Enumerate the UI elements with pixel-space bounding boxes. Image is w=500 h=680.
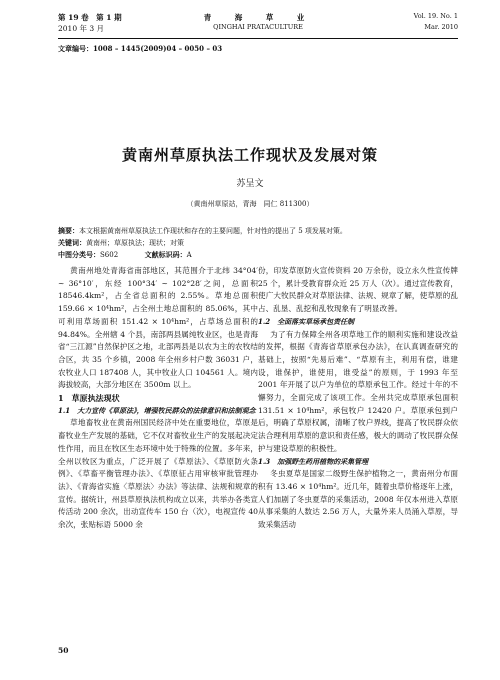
keywords-label: 关键词： — [58, 238, 86, 247]
subsection-heading: 1.1 大力宣传《草原法》，增强牧民群众的法律意识和法制观念 — [58, 405, 256, 415]
paragraph: 冬虫夏草是国家二级野生保护植物之一，黄南州分布面积有 13.46 × 10⁴hm²。近几年，随着虫草价格逐年上涨，人们加剧了冬虫夏草的采集活动，2008 年仅本州进入草原从事采集的人数达 2.56 万人，大量外来人员涌入草原，导致采集活动 — [258, 469, 458, 530]
affiliation: （黄南州草原站，青海 同仁 811300） — [186, 200, 314, 208]
class-value: S602 — [100, 251, 119, 259]
abstract-label: 摘要： — [58, 226, 79, 235]
issue-date: 2010 年 3 月 — [58, 24, 105, 33]
running-header — [58, 12, 458, 36]
header-rule — [58, 38, 458, 39]
paragraph: 为了有力保障全州各项草地工作的顺利实施和建设改益的发挥，根据《青海省草原承包办法》，在认真调查研究的基础上，按照“先易后难”、“草原有主，利用有偿，谁建设，谁保护，谁使用，谁受益”的原则，于 1993 年至 2001 年开展了以户为单位的草原承包工作。经过十年的不懈努力，全面完成了该项工作。全州共完成草原承包面积 131.51 × 10⁴hm²，承包牧户 12420 户。草原承包到户后，明确了草原权属，清晰了牧户界线，提高了牧民群众依法合理利用草原的意识和责任感，极大的调动了牧民群众保护与建设草原的积极性。 — [258, 329, 458, 453]
body-column-right — [258, 265, 458, 532]
volume-issue: 第 19 卷 第 1 期 — [58, 13, 122, 22]
volume-en: Vol. 19. No. 1 — [413, 12, 458, 20]
classification — [58, 250, 468, 260]
paragraph: 份，印发草原防火宣传资料 20 万余份，设立永久性宣传牌 25 个，累计受教育群众近 25 万人（次）。通过宣传教育，使广大牧民群众对草原法律、法规、规章了解，使草原的乱占、乱垦、乱挖和乱牧现象有了明显改善。 — [258, 266, 458, 314]
abstract — [58, 226, 468, 236]
paper-title: 黄南州草原执法工作现状及发展对策 — [121, 146, 378, 164]
author: 苏呈文 — [236, 179, 264, 189]
keywords-text: 黄南州；草原执法；现状；对策 — [86, 239, 184, 247]
keywords — [58, 238, 468, 248]
body-column-left — [58, 265, 258, 532]
date-en: Mar. 2010 — [424, 23, 458, 31]
journal-name: 青 海 草 业 — [203, 13, 313, 22]
page-number: 50 — [58, 646, 69, 655]
paragraph: 草地畜牧业在黄南州国民经济中处在重要地位，草原是畜牧业生产发展的基础，它不仅对畜牧业生产的发展起决定性作用，而且在牧区生态环境中处于特殊的位置。多年来，全州以牧区为重点，广泛开展了《草原法》、《草原防火条例》、《草畜平衡管理办法》、《草原征占用审核审批管理办法》、《青海省实施〈草原法〉办法》等法律、法规和规章的宣传。据统计，州县草原执法机构成立以来，共举办各类宣传活动 200 余次，出动宣传车 150 台（次），电视宣传 40 余次，张贴标语 5000 余 — [58, 418, 258, 530]
subsection-heading: 1.2 全面落实草场承包责任制 — [258, 316, 355, 326]
abstract-text: 本文根据黄南州草原执法工作现状和存在的主要问题，针对性的提出了 5 项发展对策。 — [79, 227, 347, 235]
doc-code-value: A — [186, 251, 192, 259]
article-number: 文章编号：1008 – 1445(2009)04 – 0050 – 03 — [58, 44, 223, 53]
paragraph: 黄南州地处青海省南部地区，其范围介于北纬 34°04′ ~ 36°10′，东经 100°34′ ~ 102°28′之间，总面积 18546.4km²，占全省总面积的 2.55%。草地总面积 159.66 × 10⁴hm²，占全州土地总面积的 85.06%，其中可利用草场面积 151.42 × 10⁴hm²，占草场总面积的 94.84%。全州辖 4 个县，南部两县属纯牧业区，也是青海省“三江源”自然保护区之地，北部两县是以农为主的农牧结合区，共 35 个乡镇，2008 年全州乡村户数 36031 户，农牧业人口 187408 人，其中牧业人口 104561 人。境内海拔较高，大部分地区在 3500m 以上。 — [58, 266, 258, 390]
section-heading: 1 草原执法现状 — [58, 393, 120, 404]
doc-code-label: 文献标识码： — [144, 250, 187, 259]
class-label: 中图分类号： — [58, 250, 100, 259]
subsection-heading: 1.3 加强野生药用植物的采集管理 — [258, 456, 369, 466]
journal-name-en: QINGHAI PRATACULTURE — [213, 23, 303, 31]
